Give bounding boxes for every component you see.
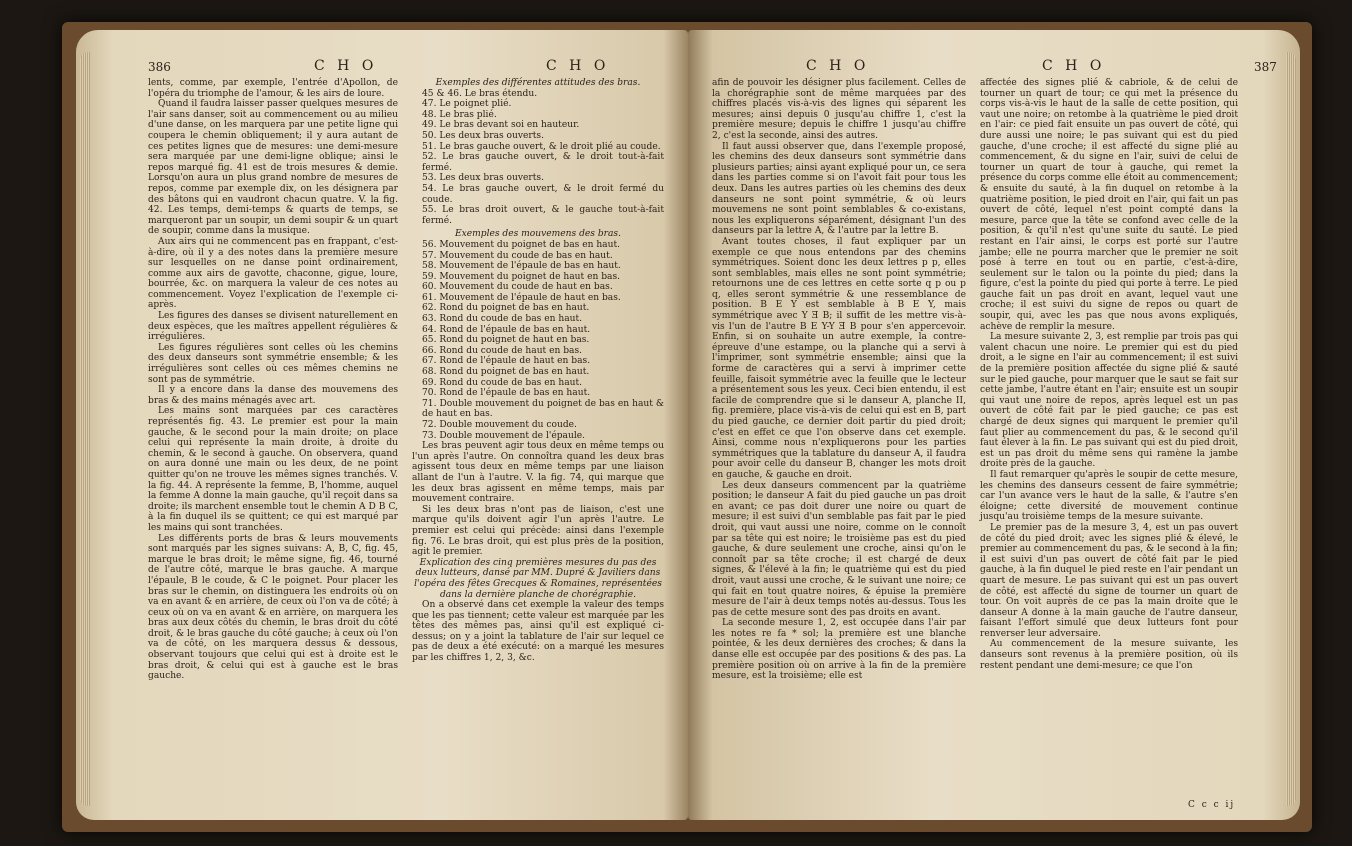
- paragraph: Les figures régulières sont celles où les chemins des deux danseurs sont symmétrie ensemble; & les irrégulières sont celles où ces mêmes chemins ne sont pas de symmétrie.: [148, 342, 398, 385]
- list-item: 62. Rond du poignet de bas en haut.: [422, 303, 590, 314]
- list-item: 45 & 46. Le bras étendu.: [422, 88, 538, 99]
- list-item: 59. Mouvement du poignet de haut en bas.: [422, 271, 621, 282]
- list-item: 71. Double mouvement du poignet de bas en haut & de haut en bas.: [422, 398, 664, 420]
- paragraph: afin de pouvoir les désigner plus facilement. Celles de la chorégraphie sont de même marquées par des chiffres placés vis-à-vis des lignes qui séparent les mesures; ainsi depuis 0 jusqu'au chiffre 1, c'est la première mesure; depuis le chiffre 1 jusqu'au chiffre 2, c'est la seconde, ainsi des autres.: [712, 78, 966, 141]
- list-item: 60. Mouvement du coude de haut en bas.: [422, 282, 613, 293]
- attitudes-list: [412, 89, 664, 227]
- left-page-number: 386: [148, 60, 171, 74]
- paragraph: La mesure suivante 2, 3, est remplie par trois pas qui valent chacun une noire. Le premier qui est du pied droit, a le signe en l'air au commencement; il est suivi de la première position affectée du signe plié & sauté sur le pied gauche, pour marquer que le saut se fait sur cette jambe, l'autre étant en l'air; ensuite est un soupir qui vaut une noire de repos, après lequel est un pas ouvert de côté fait par le pied gauche; ce pas est chargé de deux signes qui marquent le premier qu'il faut plier au commencement du pas, & le second qu'il faut élever à la fin. Le pas suivant qui est du pied droit, est un pas droit du même sens qui ramène la jambe droite près de la gauche.: [980, 332, 1238, 470]
- paragraph: Les différents ports de bras & leurs mouvements sont marqués par les signes suivans: A, B, C, fig. 45, marque le bras droit; le même signe, fig. 46, tourné de l'autre côté, marque le bras gauche. A marque l'épaule, B le coude, & C le poignet. Pour placer les bras sur le chemin, on distinguera les endroits où on va en avant & en arrière, de ceux où l'on va de côté; à ceux où on va en avant & en arrière, on marquera les bras aux deux côtés du chemin, le bras droit du côté droit, & le bras gauche du côté gauche; à ceux où l'on va de côté, on les marquera dessus & dessous, observant toujours que celui qui est à droite est le bras droit, & celui qui est à gauche est le bras gauche.: [148, 533, 398, 682]
- paragraph: Si les deux bras n'ont pas de liaison, c'est une marque qu'ils doivent agir l'un après l'autre. Le premier est celui qui précède: ainsi dans l'exemple fig. 76. Le bras droit, qui est plus près de la position, agit le premier.: [412, 504, 664, 558]
- list-item: 58. Mouvement de l'épaule de bas en haut.: [422, 261, 621, 272]
- list-item: 47. Le poignet plié.: [422, 99, 512, 110]
- paragraph: La seconde mesure 1, 2, est occupée dans l'air par les notes re fa * sol; la première est une blanche pointée, & les deux dernières des croches; & dans la danse elle est occupée par des positions & des pas. La première position où on arrive à la fin de la première mesure, est la troisième; elle est: [712, 618, 966, 682]
- paragraph: Il faut aussi observer que, dans l'exemple proposé, les chemins des deux danseurs sont symmétrie dans plusieurs parties; ainsi ayant expliqué pour un, ce sera dans les parties comme si on l'avoit fait pour tous les deux. Dans les autres parties où les chemins des deux danseurs ne sont point symmétrie, & où leurs mouvemens ne sont point semblables & co-existans, nous les expliquerons séparément, désignant l'un des danseurs par la lettre A, & l'autre par la lettre B.: [712, 141, 966, 237]
- list-item: 49. Le bras devant soi en hauteur.: [422, 120, 580, 131]
- paragraph: Au commencement de la mesure suivante, les danseurs sont revenus à la première position, où ils restent pendant une demi-mesure; ce que l'on: [980, 639, 1238, 671]
- list-item: 64. Rond de l'épaule de bas en haut.: [422, 324, 591, 335]
- list-item: 73. Double mouvement de l'épaule.: [422, 430, 586, 441]
- left-running-header-2: C H O: [546, 58, 610, 74]
- paragraph: Avant toutes choses, il faut expliquer par un exemple ce que nous entendons par des chemins symmétriques. Soient donc les deux lettres p p, elles sont semblables, mais elles ne sont point symmétrie; retournons une de ces lettres en cette sorte q p ou p q, elles seront symmétrie & une ressemblance de position. B E Y est semblable à B E Y, mais symmétrique avec Y Ǝ B; il suffit de les mettre vis-à-vis l'un de l'autre B E Y-Y Ǝ B pour s'en appercevoir. Enfin, si on souhaite un autre exemple, la contre-épreuve d'une estampe, ou la planche qui a servi à l'imprimer, sont symmétrie ensemble; ainsi que la forme de caractères qui a servi à imprimer cette feuille, faisoit symmétrie avec la feuille que le lecteur a présentement sous les yeux. Ceci bien entendu, il est facile de comprendre que si le danseur A, planche II, fig. première, place vis-à-vis de celui qui est en B, part du pied gauche, ce dernier doit partir du pied droit; c'est en effet ce que l'on observe dans cet exemple. Ainsi, comme nous n'expliquerons pour les parties symmétriques que la tablature du danseur A, il faudra pour avoir celle du danseur B, changer les mots droit en gauche, & gauche en droit.: [712, 236, 966, 480]
- list-item: 53. Les deux bras ouverts.: [422, 173, 544, 184]
- left-running-header: C H O: [314, 58, 378, 74]
- list-item: 65. Rond du poignet de haut en bas.: [422, 335, 590, 346]
- paragraph: affectée des signes plié & cabriole, & de celui de tourner un quart de tour; ce qui met la présence du corps vis-à-vis le haut de la salle de cette position, qui vaut une noire; on retombe à la quatrième le pied droit en l'air: ce pied fait ensuite un pas ouvert de côté, qui dure aussi une noire; le pas suivant qui est du pied gauche, d'une croche; il est affecté du signe plié au commencement, & du signe en l'air, suivi de celui de tourner un quart de tour à gauche, qui remet la présence du corps comme elle étoit au commencement; & ensuite du sauté, à la fin duquel on retombe à la quatrième position, le pied droit en l'air, qui fait un pas ouvert de côté, lequel n'est point compté dans la mesure, parce que la tête se confond avec celle de la position, & qu'il n'est qu'une suite du sauté. Le pied restant en l'air ainsi, le corps est porté sur l'autre jambe; elle ne pourra marcher que le premier ne soit posé à terre en tout ou en partie, c'est-à-dire, seulement sur le talon ou la pointe du pied; dans la figure, c'est la pointe du pied qui porte à terre. Le pied gauche fait un pas droit en avant, lequel vaut une croche; il est suivi du signe de repos ou quart de soupir, qui, avec les pas que nous avons expliqués, achève de remplir la mesure.: [980, 78, 1238, 332]
- paragraph: Le premier pas de la mesure 3, 4, est un pas ouvert de côté du pied droit; avec les signes plié & élevé, le premier au commencement du pas, & le second à la fin; il est suivi d'un pas ouvert de côté fait par le pied gauche, à la fin duquel le pied reste en l'air pendant un quart de mesure. Le pas suivant qui est un pas ouvert de côté, est affecté du signe de tourner un quart de tour. On voit auprès de ce pas la main droite que le danseur A donne à la main gauche de l'autre danseur, faisant l'effort simulé que deux lutteurs font pour renverser leur adversaire.: [980, 522, 1238, 639]
- list-item: 48. Le bras plié.: [422, 109, 497, 120]
- right-running-header-left: C H O: [806, 58, 870, 74]
- list-item: 51. Le bras gauche ouvert, & le droit plié au coude.: [422, 141, 661, 152]
- paragraph: Il y a encore dans la danse des mouvemens des bras & des mains ménagés avec art.: [148, 385, 398, 406]
- paragraph: Explication des cinq premières mesures du pas des deux lutteurs, dansé par MM. Dupré & Javiliers dans l'opéra des fêtes Grecques & Romaines, représentées dans la dernière planche de chorégraphie.: [414, 557, 662, 600]
- paragraph: Les mains sont marquées par ces caractères représentés fig. 43. Le premier est pour la main gauche, & le second pour la main droite; on place celui qui représente la main droite, à droite du chemin, & le second à gauche. On observera, quand on aura donné une main ou les deux, de ne point quitter qu'on ne trouve les mêmes signes tranchés. V. la fig. 44. A représente la femme, B, l'homme, auquel la femme A donne la main gauche, qu'il reçoit dans sa droite; ils marchent ensemble tout le chemin A D B C, à la fin duquel ils se quittent; ce qui est marqué par les mains qui sont tranchées.: [148, 406, 398, 533]
- list-item: 55. Le bras droit ouvert, & le gauche tout-à-fait fermé.: [422, 205, 664, 226]
- section-title-mouvements: Exemples des mouvemens des bras.: [454, 229, 621, 240]
- list-item: 50. Les deux bras ouverts.: [422, 130, 544, 141]
- paragraph: lents, comme, par exemple, l'entrée d'Apollon, de l'opéra du triomphe de l'amour, & les airs de loure.: [148, 78, 398, 99]
- left-column-2: [412, 78, 664, 664]
- list-item: 56. Mouvement du poignet de bas en haut.: [422, 239, 621, 250]
- list-item: 72. Double mouvement du coude.: [422, 420, 577, 430]
- right-column-2: [980, 78, 1238, 671]
- paragraph: Les figures des danses se divisent naturellement en deux espèces, que les maîtres appellent régulières & irrégulières.: [148, 311, 398, 343]
- paragraph: Aux airs qui ne commencent pas en frappant, c'est-à-dire, où il y a des notes dans la première mesure sur lesquelles on ne danse point ordinairement, comme aux airs de gavotte, chaconne, gigue, loure, bourrée, &c. on marquera la valeur de ces notes au commencement. Voyez l'explication de l'exemple ci-après.: [148, 236, 398, 311]
- signature-mark: C c c ij: [1188, 800, 1236, 810]
- book: [62, 22, 1312, 832]
- right-column-1: [712, 78, 966, 682]
- list-item: 54. Le bras gauche ouvert, & le droit fermé du coude.: [422, 183, 664, 205]
- paragraph: Quand il faudra laisser passer quelques mesures de l'air sans danser, soit au commencement ou au milieu d'une danse, on les marquera par une petite ligne qui coupera le chemin obliquement; il y aura autant de ces petites lignes que de mesures: une demi-mesure sera marquée par une demi-ligne oblique; ainsi le repos marqué fig. 41 est de trois mesures & demie. Lorsqu'on aura un plus grand nombre de mesures de repos, comme par exemple dix, on les désignera par des bâtons qui en vaudront chacun quatre. V. la fig. 42. Les temps, demi-temps & quarts de temps, se marqueront par un soupir, un demi soupir & un quart de soupir, comme dans la musique.: [148, 99, 398, 237]
- left-column-2-paragraphs: [412, 441, 664, 663]
- list-item: 69. Rond du coude de bas en haut.: [422, 377, 583, 388]
- list-item: 61. Mouvement de l'épaule de haut en bas.: [422, 292, 621, 303]
- right-running-header: C H O: [1042, 58, 1106, 74]
- left-column-1: [148, 78, 398, 682]
- right-fore-edge: [1286, 52, 1296, 806]
- section-title-attitudes: Exemples des différentes attitudes des bras.: [435, 78, 641, 88]
- paragraph: On a observé dans cet exemple la valeur des temps que les pas tiennent; cette valeur est marquée par les têtes des mêmes pas, ainsi qu'il est expliqué ci-dessus; on y a joint la tablature de l'air sur lequel ce pas de deux a été exécuté: on a marqué les mesures par les chiffres 1, 2, 3, &c.: [412, 600, 664, 664]
- list-item: 63. Rond du coude de bas en haut.: [422, 314, 583, 325]
- left-page: [76, 30, 688, 820]
- list-item: 70. Rond de l'épaule de bas en haut.: [422, 388, 591, 399]
- list-item: 67. Rond de l'épaule de haut en bas.: [422, 356, 591, 367]
- right-page-number: 387: [1254, 60, 1277, 74]
- right-page: [688, 30, 1300, 820]
- list-item: 68. Rond du poignet de bas en haut.: [422, 367, 590, 378]
- list-item: 52. Le bras gauche ouvert, & le droit tout-à-fait fermé.: [422, 152, 664, 173]
- paragraph: Les deux danseurs commencent par la quatrième position; le danseur A fait du pied gauche un pas droit en avant; ce pas doit durer une noire ou quart de mesure; il est suivi d'un semblable pas fait par le pied droit, qui vaut aussi une noire, comme on le connoît par sa tête qui est noire; le troisième pas est du pied gauche, & dure seulement une croche, ainsi qu'on le connoît par sa tête croche; il est chargé de deux signes, & l'élevé à la fin; le quatrième qui est du pied droit, vaut aussi une croche, & le suivant une noire; ce qui fait en tout quatre noires, & épuise la première mesure de l'air à deux temps notés au-dessus. Tous les pas de cette mesure sont des pas droits en avant.: [712, 480, 966, 618]
- list-item: 66. Rond du coude de haut en bas.: [422, 345, 583, 356]
- paragraph: Il faut remarquer qu'après le soupir de cette mesure, les chemins des danseurs cessent de faire symmétrie; car l'un avance vers le haut de la salle, & l'autre s'en éloigne; cette diversité de mouvement continue jusqu'au troisième temps de la mesure suivante.: [980, 469, 1238, 523]
- list-item: 57. Mouvement du coude de bas en haut.: [422, 250, 613, 261]
- left-fore-edge: [80, 52, 90, 806]
- mouvements-list: [412, 240, 664, 441]
- paragraph: Les bras peuvent agir tous deux en même temps ou l'un après l'autre. On connoîtra quand les deux bras agissent tous deux en même temps par une liaison allant de l'un à l'autre. V. la fig. 74, qui marque que les deux bras agissent en même temps, mais par mouvement contraire.: [412, 441, 664, 505]
